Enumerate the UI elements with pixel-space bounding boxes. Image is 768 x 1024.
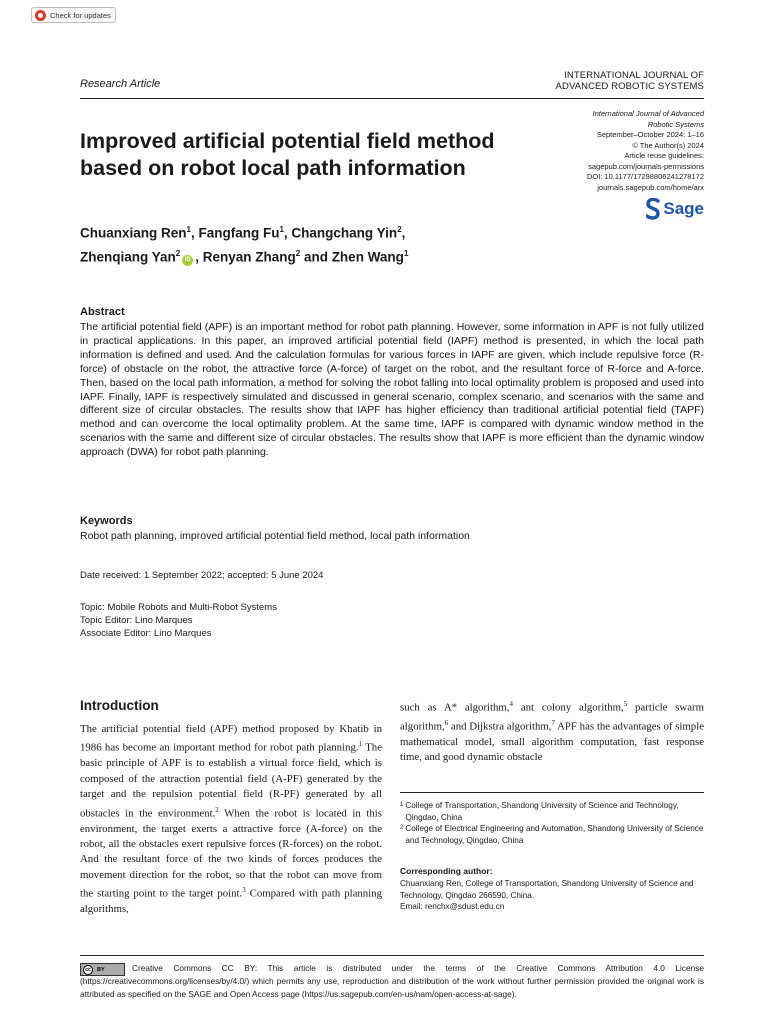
footer-rule [80,955,704,956]
author-name[interactable]: Chuanxiang Ren [80,225,187,241]
affiliation-marker: 1 [279,225,284,234]
citation-ref[interactable]: 5 [623,700,628,708]
keywords-heading: Keywords [80,515,133,527]
sage-logo [646,198,704,220]
abstract-heading: Abstract [80,306,125,318]
crossmark-icon [35,10,46,21]
introduction-left-column [80,722,382,918]
orcid-icon[interactable]: iD [182,255,193,266]
topic-block [80,601,277,640]
corresponding-author-heading: Corresponding author: [400,866,493,876]
affiliation-rule [400,792,704,793]
paper-title [80,128,550,182]
title-line1: Improved artificial potential field method [80,129,495,153]
body-text: such as A* algorithm, [400,701,510,714]
publication-meta [544,109,704,193]
citation-ref[interactable]: 2 [215,805,219,814]
meta-home-link[interactable]: journals.sagepub.com/home/arx [597,182,704,192]
body-text: When the robot is located in this environment, the target exerts a attractive force (A-force) on the robot, all the obstacles exert repulsive forces (R-forces) on the robot. And the resultant force of the two kinds of forces produces the movement direction for the robot, so that the robot can move from the starting point to the target point. [80,807,382,900]
associate-editor: Associate Editor: Lino Marques [80,628,212,639]
meta-issue: September–October 2024: 1–16 [596,130,704,139]
body-text: The artificial potential field (APF) method proposed by Khatib in 1986 has become an important method for robot path planning. [80,723,382,754]
affiliation-marker: 1 [403,248,409,258]
keywords-text: Robot path planning, improved artificial potential field method, local path information [80,530,470,542]
affiliation-item [400,823,704,846]
journal-name-line1: INTERNATIONAL JOURNAL OF [564,70,704,81]
abstract-text: The artificial potential field (APF) is an important method for robot path planning. However, some information in APF is not fully utilized in practical applications. In this paper, an improved artificial potential field (IAPF) method is presented, in which the local path information is defined and used. And the calculation formulas for various forces in IAPF are given, which include repulsive force (R-force) of obstacle on the robot, the attractive force (A-force) of target on the robot, and the resultant force of R-force and A-force. Then, based on the local path information, a method for solving the robot falling into local optimality problem is proposed and used into IAPF. Finally, IAPF is respectively simulated and discussed in general scenario, complex scenario, and scenarios with the same and different size of circular obstacles. The results show that IAPF has higher efficiency than traditional artificial potential field (TAPF) method and can overcome the local optimality problem. At the same time, IAPF is compared with dynamic window method in the scenarios with the same and different size of circular obstacles. The results show that IAPF is more efficient than the dynamic window approach (DWA) for robot path planning. [80,321,704,459]
body-text: Compared with path planning algorithms, [80,887,382,916]
meta-reuse: Article reuse guidelines: [624,151,704,160]
meta-journal-line2: Robotic Systems [647,119,704,129]
sage-logo-text: Sage [663,199,704,218]
title-line2: based on robot local path information [80,156,466,180]
header-rule [80,98,704,99]
body-text: The basic principle of APF is to establish a virtual force field, which is composed of the attraction potential field (A-PF) generated by the target and the repulsion potential field (R-PF) generated by all obstacles in the environment. [80,742,383,820]
corresponding-author-address: Chuanxiang Ren, College of Transportation, Shandong University of Science and Technology, Qingdao 266590, China. [400,879,694,900]
citation-ref[interactable]: 7 [551,719,555,727]
affiliation-item [400,800,704,823]
affiliation-marker: 2 [397,225,402,234]
corresponding-author-email[interactable]: Email: renchx@sdust.edu.cn [400,902,505,911]
citation-ref[interactable]: 1 [358,740,363,749]
cc-by-badge[interactable] [80,963,125,976]
sage-s-icon [646,198,660,220]
topic-line: Topic: Mobile Robots and Multi-Robot Systems [80,602,277,613]
license-text: Creative Commons CC BY: This article is distributed under the terms of the Creative Commons Attribution 4.0 License (https://creativecommons.org/licenses/by/4.0/) which permits any use, reproduction and distribution of the work without further permission provided the original work is attributed as specified on the SAGE and Open Access page (https://us.sagepub.com/en-us/nam/open-access-at-sage). [80,963,704,999]
topic-editor: Topic Editor: Lino Marques [80,615,193,626]
affiliation-marker: 2 [175,248,181,258]
journal-name [556,70,704,92]
affiliation-number: 2 [400,825,404,831]
corresponding-author [400,878,704,913]
creative-commons-icon: cc [83,965,93,975]
by-label: BY [97,966,105,973]
affiliation-text: College of Electrical Engineering and Automation, Shandong University of Science and Technology, Qingdao, China [405,824,704,845]
body-text: ant colony algorithm, [513,701,624,714]
body-text: particle swarm algorithm, [400,701,704,733]
affiliations [400,800,704,846]
check-for-updates-button[interactable] [31,7,116,23]
author-name[interactable]: , Fangfang Fu [190,225,280,241]
journal-name-line2: ADVANCED ROBOTIC SYSTEMS [555,81,704,92]
article-type: Research Article [80,78,161,90]
author-name[interactable]: and Zhen Wang [300,249,404,264]
dates-line: Date received: 1 September 2022; accepted: 5 June 2024 [80,570,324,581]
affiliation-marker: 2 [295,248,301,258]
check-for-updates-label: Check for updates [50,10,111,20]
affiliation-number: 1 [400,802,404,808]
body-text: and Dijkstra algorithm, [448,720,552,733]
affiliation-text: College of Transportation, Shandong University of Science and Technology, Qingdao, China [405,801,679,822]
affiliation-marker: 1 [186,225,191,234]
introduction-right-column [400,697,704,766]
body-text: APF has the advantages of simple mathematical model, small algorithm computation, fast response time, and good dynamic obstacle [400,720,704,764]
meta-journal-line1: International Journal of Advanced [592,109,704,118]
citation-ref[interactable]: 3 [242,886,246,895]
author-name[interactable]: , Changchang Yin [283,225,398,241]
citation-ref[interactable]: 6 [444,719,449,727]
meta-copyright: © The Author(s) 2024 [632,140,704,150]
author-name[interactable]: , Renyan Zhang [195,249,296,264]
author-list: Chuanxiang Ren$^1$, Fangfang Fu$^1$, Changchang Yin$^2$, Zhenqiang Yan$^2$iD , Renyan Zhang$^2$ and Zhen Wang$^1$ [80,225,409,264]
introduction-heading: Introduction [80,698,159,713]
author-name[interactable]: Zhenqiang Yan [80,249,176,264]
meta-reuse-link[interactable]: sagepub.com/journals-permissions [588,161,704,171]
citation-ref[interactable]: 4 [509,700,514,708]
meta-doi[interactable]: DOI: 10.1177/17298806241278172 [586,172,704,181]
